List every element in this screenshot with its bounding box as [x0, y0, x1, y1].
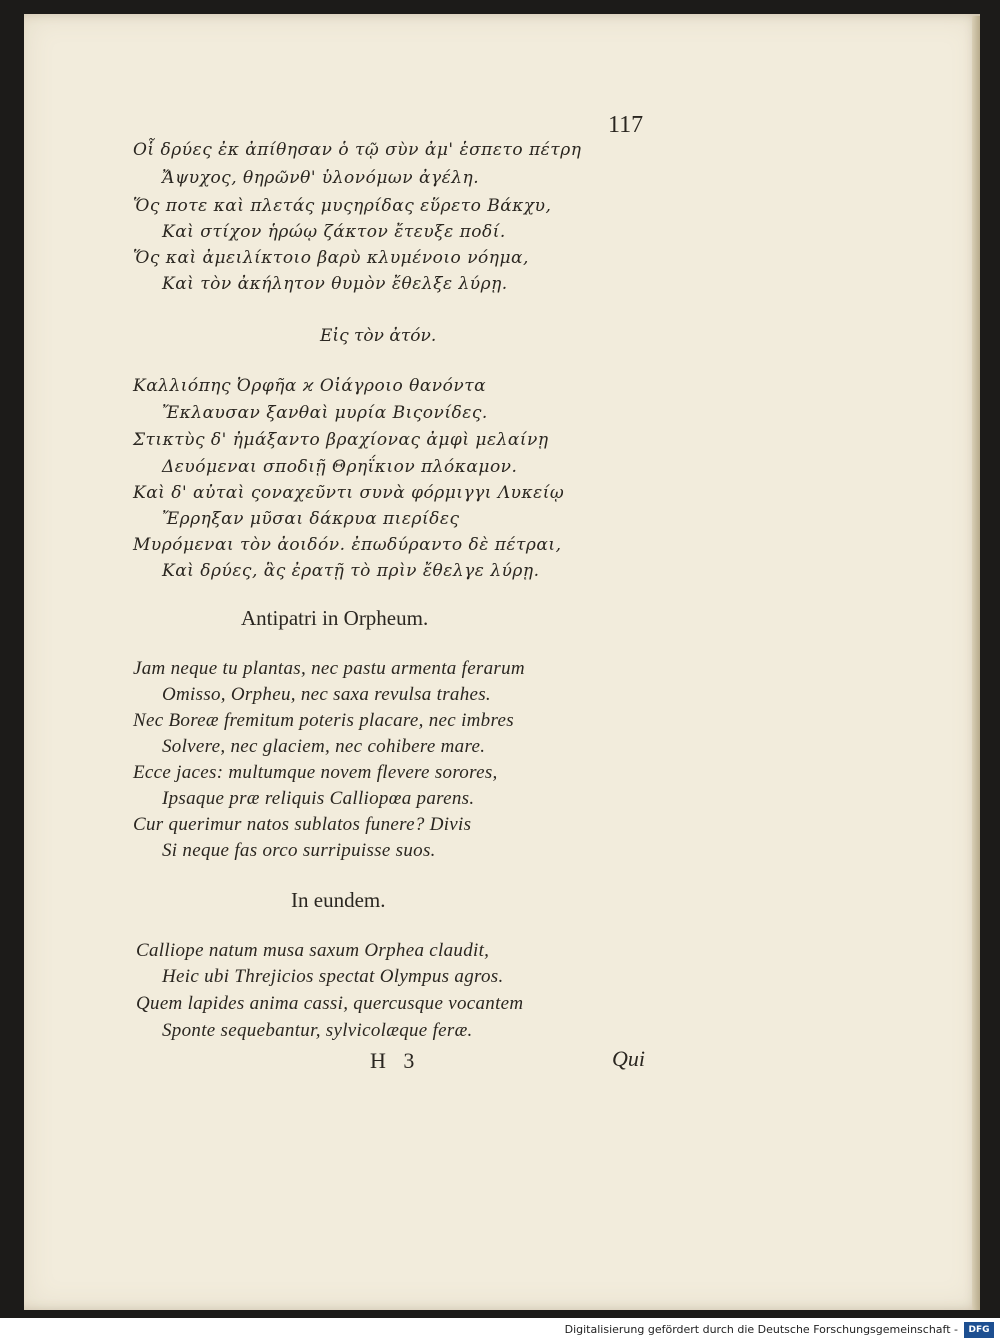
greek-poem-2-line: Ἔκλαυσαν ξανθαὶ μυρία Βιςονίδες. [162, 403, 488, 423]
latin-poem-1-line: Cur querimur natos sublatos funere? Divis [133, 814, 472, 835]
signature-mark: H 3 [370, 1048, 421, 1073]
greek-poem-1-line: Ἄψυχος, θηρῶνθ' ὑλονόμων ἀγέλη. [162, 168, 480, 188]
latin-poem-2-line: Quem lapides anima cassi, quercusque vocantem [136, 993, 524, 1014]
greek-poem-1-line: Καὶ στίχον ἡρώῳ ζάκτον ἔτευξε ποδί. [162, 222, 506, 242]
section-heading: In eundem. [291, 888, 386, 912]
greek-poem-2-line: Καὶ δρύες, ἃς ἐρατῇ τὸ πρὶν ἔθελγε λύρῃ. [162, 561, 540, 581]
catchword: Qui [612, 1046, 645, 1071]
latin-poem-1-line: Ipsaque præ reliquis Calliopœa parens. [162, 788, 475, 809]
greek-poem-1-line: Ὅς καὶ ἀμειλίκτοιο βαρὺ κλυμένοιο νόημα, [133, 248, 529, 268]
greek-poem-2-line: Μυρόμεναι τὸν ἀοιδόν. ἐπωδύραντο δὲ πέτραι, [133, 535, 562, 555]
latin-poem-2-line: Calliope natum musa saxum Orphea claudit, [136, 940, 490, 961]
greek-poem-1-line: Οἷ δρύες ἐκ ἀπίθησαν ὁ τῷ σὺν ἀμ' ἑσπετο πέτρη [133, 140, 582, 160]
latin-poem-1-line: Jam neque tu plantas, nec pastu armenta ferarum [133, 658, 525, 679]
credit-bar [0, 1318, 1000, 1343]
dfg-logo-icon: DFG [964, 1322, 994, 1338]
latin-poem-1-line: Ecce jaces: multumque novem flevere sorores, [133, 762, 498, 783]
credit-text: Digitalisierung gefördert durch die Deutsche Forschungsgemeinschaft - [564, 1323, 958, 1336]
latin-poem-2-line: Heic ubi Threjicios spectat Olympus agros. [162, 966, 504, 987]
greek-poem-2-line: Καλλιόπης Ὀρφῆα ϰ Οἰάγροιο θανόντα [133, 376, 487, 396]
latin-poem-1-line: Nec Boreæ fremitum poteris placare, nec imbres [133, 710, 514, 731]
section-heading: Antipatri in Orpheum. [241, 606, 429, 630]
page-edge [972, 16, 980, 1310]
greek-poem-2-line: Δευόμεναι σποδιῇ Θρηΐκιον πλόκαμον. [162, 457, 518, 477]
greek-poem-1-line: Ὅς ποτε καὶ πλετάς μυςηρίδας εὕρετο Βάκχυ, [133, 196, 552, 216]
greek-poem-2-line: Καὶ δ' αὐταὶ ςοναχεῦντι συνὰ φόρμιγγι Λυκείῳ [133, 483, 565, 503]
latin-poem-2-line: Sponte sequebantur, sylvicolæque feræ. [162, 1020, 473, 1041]
latin-poem-1-line: Si neque fas orco surripuisse suos. [162, 840, 436, 861]
greek-poem-2-line: Στικτὺς δ' ἠμάξαντο βραχίονας ἀμφὶ μελαίνῃ [133, 430, 549, 450]
section-heading: Εἰς τὸν ἀτόν. [320, 326, 437, 346]
page-number: 117 [608, 112, 644, 138]
latin-poem-1-line: Omisso, Orpheu, nec saxa revulsa trahes. [162, 684, 491, 705]
latin-poem-1-line: Solvere, nec glaciem, nec cohibere mare. [162, 736, 486, 757]
greek-poem-1-line: Καὶ τὸν ἀκήλητον θυμὸν ἔθελξε λύρῃ. [162, 274, 508, 294]
greek-poem-2-line: Ἔρρηξαν μῦσαι δάκρυα πιερίδες [162, 509, 460, 529]
